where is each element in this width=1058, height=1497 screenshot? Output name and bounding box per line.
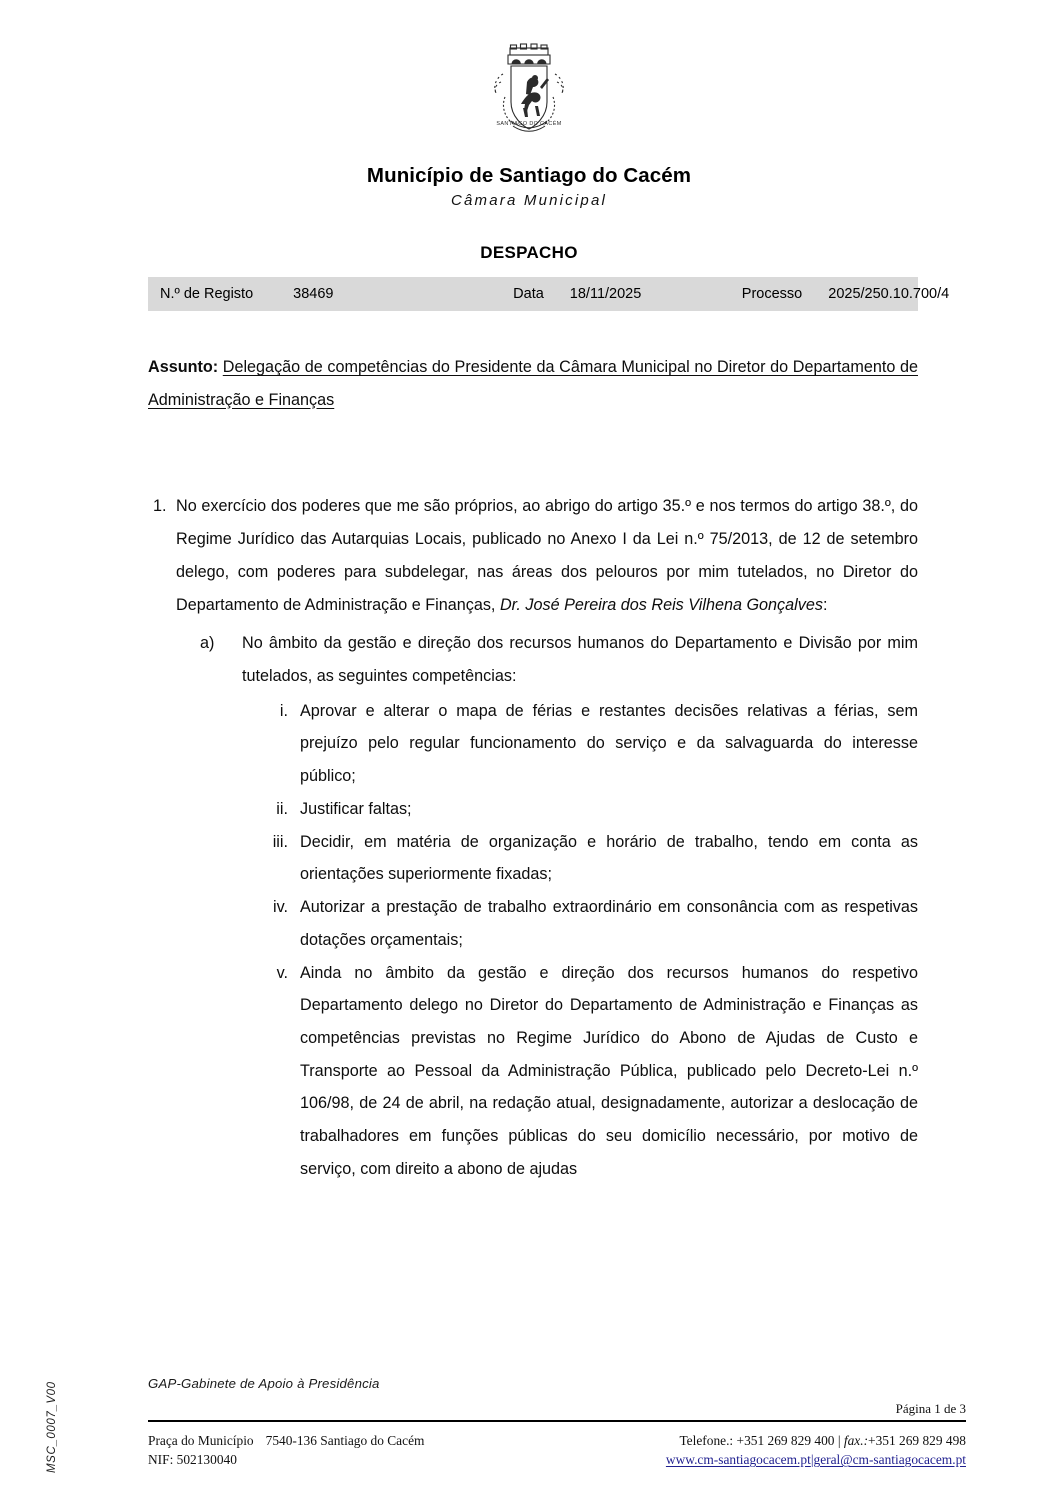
subitem-text: Decidir, em matéria de organização e horário de trabalho, tendo em conta as orientações superiormente fixadas; [300,832,918,884]
assunto-text: Delegação de competências do Presidente da Câmara Municipal no Diretor do Departamento de Administração e Finanças [148,358,918,409]
processo-label: Processo [741,286,803,302]
list-item [256,695,918,793]
municipality-title: Município de Santiago do Cacém [366,164,692,187]
delegate-name: Dr. José Pereira dos Reis Vilhena Gonçalves [499,595,823,614]
phone-label: Telefone.: [679,1432,734,1448]
data-label: Data [513,286,544,302]
footer-address [148,1431,424,1469]
clause-1-text: No exercício dos poderes que me são próprios, ao abrigo do artigo 35.º e nos termos do artigo 38.º, do Regime Jurídico das Autarquias Locais, publicado no Anexo I da Lei n.º 75/2013, de 12 de setembro delego, com poderes para subdelegar, nas áreas dos pelouros por mim tutelados, no Diretor do Departamento de Administração e Finanças, [176,497,918,614]
list-item [256,891,918,956]
document-version-code: MSC_0007_V00 [46,1381,58,1473]
clause-a-subitems [256,695,918,1186]
document-body [148,351,918,1186]
footer-department: GAP-Gabinete de Apoio à Presidência [148,1375,380,1391]
address-nif: NIF: 502130040 [148,1451,237,1467]
subitem-marker: iii. [272,832,288,851]
municipality-subtitle: Câmara Municipal [450,192,608,209]
subitem-text: Autorizar a prestação de trabalho extraordinário em consonância com as respetivas dotações orçamentais; [300,898,918,949]
address-postal: 7540-136 Santiago do Cacém [265,1432,425,1448]
clause-a [200,627,918,692]
footer-divider [148,1420,966,1422]
registo-label: N.º de Registo [160,286,254,302]
clause-a-marker: a) [200,634,215,653]
fax-label: fax.: [843,1432,869,1448]
clause-1-text-after: : [822,595,828,614]
website-link[interactable]: www.cm-santiagocacem.pt [665,1451,811,1467]
fax-value: +351 269 829 498 [868,1432,966,1448]
registration-meta-table [148,277,950,311]
contact-separator: | [810,1451,814,1467]
clause-1 [148,490,918,621]
email-link[interactable]: geral@cm-santiagocacem.pt [813,1451,966,1467]
data-value: 18/11/2025 [569,286,642,302]
phone-value: +351 269 829 400 [736,1432,835,1448]
footer-contacts [666,1431,966,1469]
subitem-marker: v. [276,963,288,982]
subitem-text: Ainda no âmbito da gestão e direção dos recursos humanos do respetivo Departamento delego no Diretor do Departamento de Administração e Finanças as competências previstas no Regime Jurídico do Abono de Ajudas de Custo e Transporte ao Pessoal da Administração Pública, publicado pelo Decreto-Lei n.º 106/98, de 24 de abril, na redação atual, designadamente, autorizar a deslocação de trabalhadores em funções públicas do seu domicílio necessário, por motivo de serviço, com direito a abono de ajudas [300,963,918,1178]
assunto-paragraph [148,351,918,416]
page-footer [148,1376,966,1469]
address-street: Praça do Município [148,1432,254,1448]
subitem-marker: i. [279,701,288,720]
registo-value: 38469 [293,286,334,302]
subitem-text: Justificar faltas; [300,799,412,818]
svg-text:SANTIAGO DO CACÉM: SANTIAGO DO CACÉM [496,121,562,127]
page-number: Página 1 de 3 [895,1400,966,1416]
list-item [256,793,918,826]
subitem-marker: ii. [276,799,288,818]
document-header [0,0,1058,209]
document-type-title: DESPACHO [480,243,578,262]
clause-1-marker: 1. [153,497,167,516]
assunto-label: Assunto: [148,358,219,376]
processo-value: 2025/250.10.700/4 [828,286,950,302]
coat-of-arms-icon [483,42,575,152]
list-item [256,826,918,891]
subitem-marker: iv. [273,898,288,917]
list-item [256,957,918,1186]
subitem-text: Aprovar e alterar o mapa de férias e restantes decisões relativas a férias, sem prejuízo pelo regular funcionamento do serviço e da salvaguarda do interesse público; [300,701,918,786]
clause-a-text: No âmbito da gestão e direção dos recursos humanos do Departamento e Divisão por mim tutelados, as seguintes competências: [242,634,918,686]
contact-separator: | [837,1432,841,1448]
